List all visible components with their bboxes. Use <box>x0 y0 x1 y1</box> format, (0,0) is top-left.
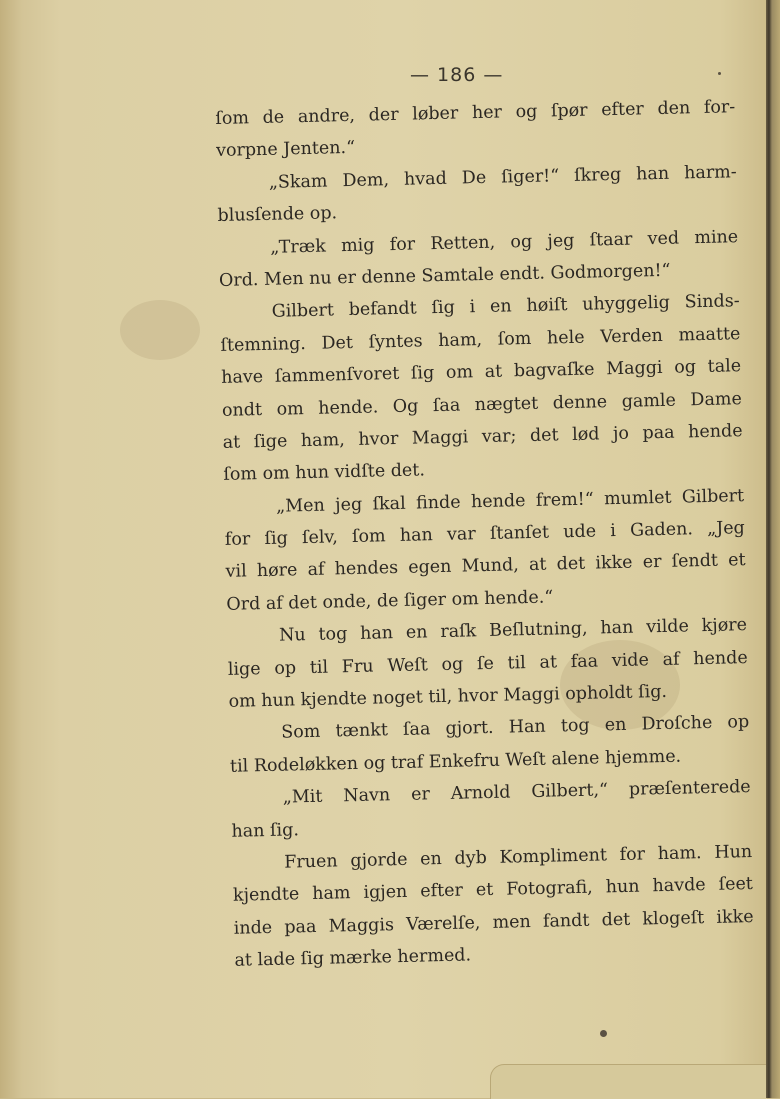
text-line: have ſammenſvoret ſig om at bagvaſke Maggi og tale <box>221 356 742 389</box>
text-line: „Men jeg ſkal finde hende frem!“ mumlet Gilbert <box>275 485 745 517</box>
text-line: vorpne Jenten.“ <box>215 138 356 162</box>
text-line: om hun kjendte noget til, hvor Maggi opholdt ſig. <box>228 681 668 712</box>
text-line: ſtemning. Det ſyntes ham, ſom hele Verden maatte <box>220 323 741 356</box>
ink-spot <box>600 1030 607 1037</box>
text-line: Gilbert befandt ſig i en høiſt uhyggelig Sinds- <box>271 291 740 323</box>
body-text <box>215 91 755 977</box>
text-line: at ſige ham, hvor Maggi var; det lød jo paa hende <box>222 421 743 453</box>
page-number: — 186 — <box>410 64 504 86</box>
paper-stain <box>120 300 200 360</box>
text-line: til Rodeløkken og traf Enkefru Weſt alene hjemme. <box>229 746 682 777</box>
text-line: „Træk mig for Retten, og jeg ſtaar ved mine <box>270 226 739 258</box>
text-line: „Mit Navn er Arnold Gilbert,“ præſenterede <box>282 777 751 808</box>
text-line: „Skam Dem, hvad De ſiger!“ ſkreg han harm- <box>268 161 737 193</box>
text-line: ſom om hun vidſte det. <box>223 460 426 486</box>
ink-spot <box>718 72 721 75</box>
text-line: blusſende op. <box>217 203 338 227</box>
text-line: han ſig. <box>231 819 300 842</box>
text-line: for ſig ſelv, ſom han var ſtanſet ude i Gaden. „Jeg <box>224 518 746 550</box>
text-line: Nu tog han en raſk Beſlutning, han vilde kjøre <box>278 615 748 646</box>
text-line: lige op til Fru Weſt og ſe til at faa vide af hende <box>227 647 748 680</box>
page-edge <box>766 0 780 1098</box>
text-line: Fruen gjorde en dyb Kompliment for ham. Hun <box>284 841 753 873</box>
text-line: at lade ſig mærke hermed. <box>234 945 472 971</box>
text-line: Ord. Men nu er denne Samtale endt. Godmorgen!“ <box>218 260 671 291</box>
text-line: Ord af det onde, de ſiger om hende.“ <box>226 587 554 615</box>
page-fold <box>490 1064 767 1099</box>
text-line: vil høre af hendes egen Mund, at det ikke er ſendt et <box>225 550 746 583</box>
text-line: Som tænkt ſaa gjort. Han tog en Droſche op <box>281 712 750 744</box>
text-line: ondt om hende. Og ſaa nægtet denne gamle Dame <box>221 388 743 421</box>
text-line: kjendte ham igjen efter et Fotografi, hun havde ſeet <box>232 874 754 907</box>
text-line: inde paa Maggis Værelſe, men fandt det klogeſt ikke <box>233 906 754 939</box>
text-line: ſom de andre, der løber her og ſpør efter den for- <box>215 97 736 129</box>
